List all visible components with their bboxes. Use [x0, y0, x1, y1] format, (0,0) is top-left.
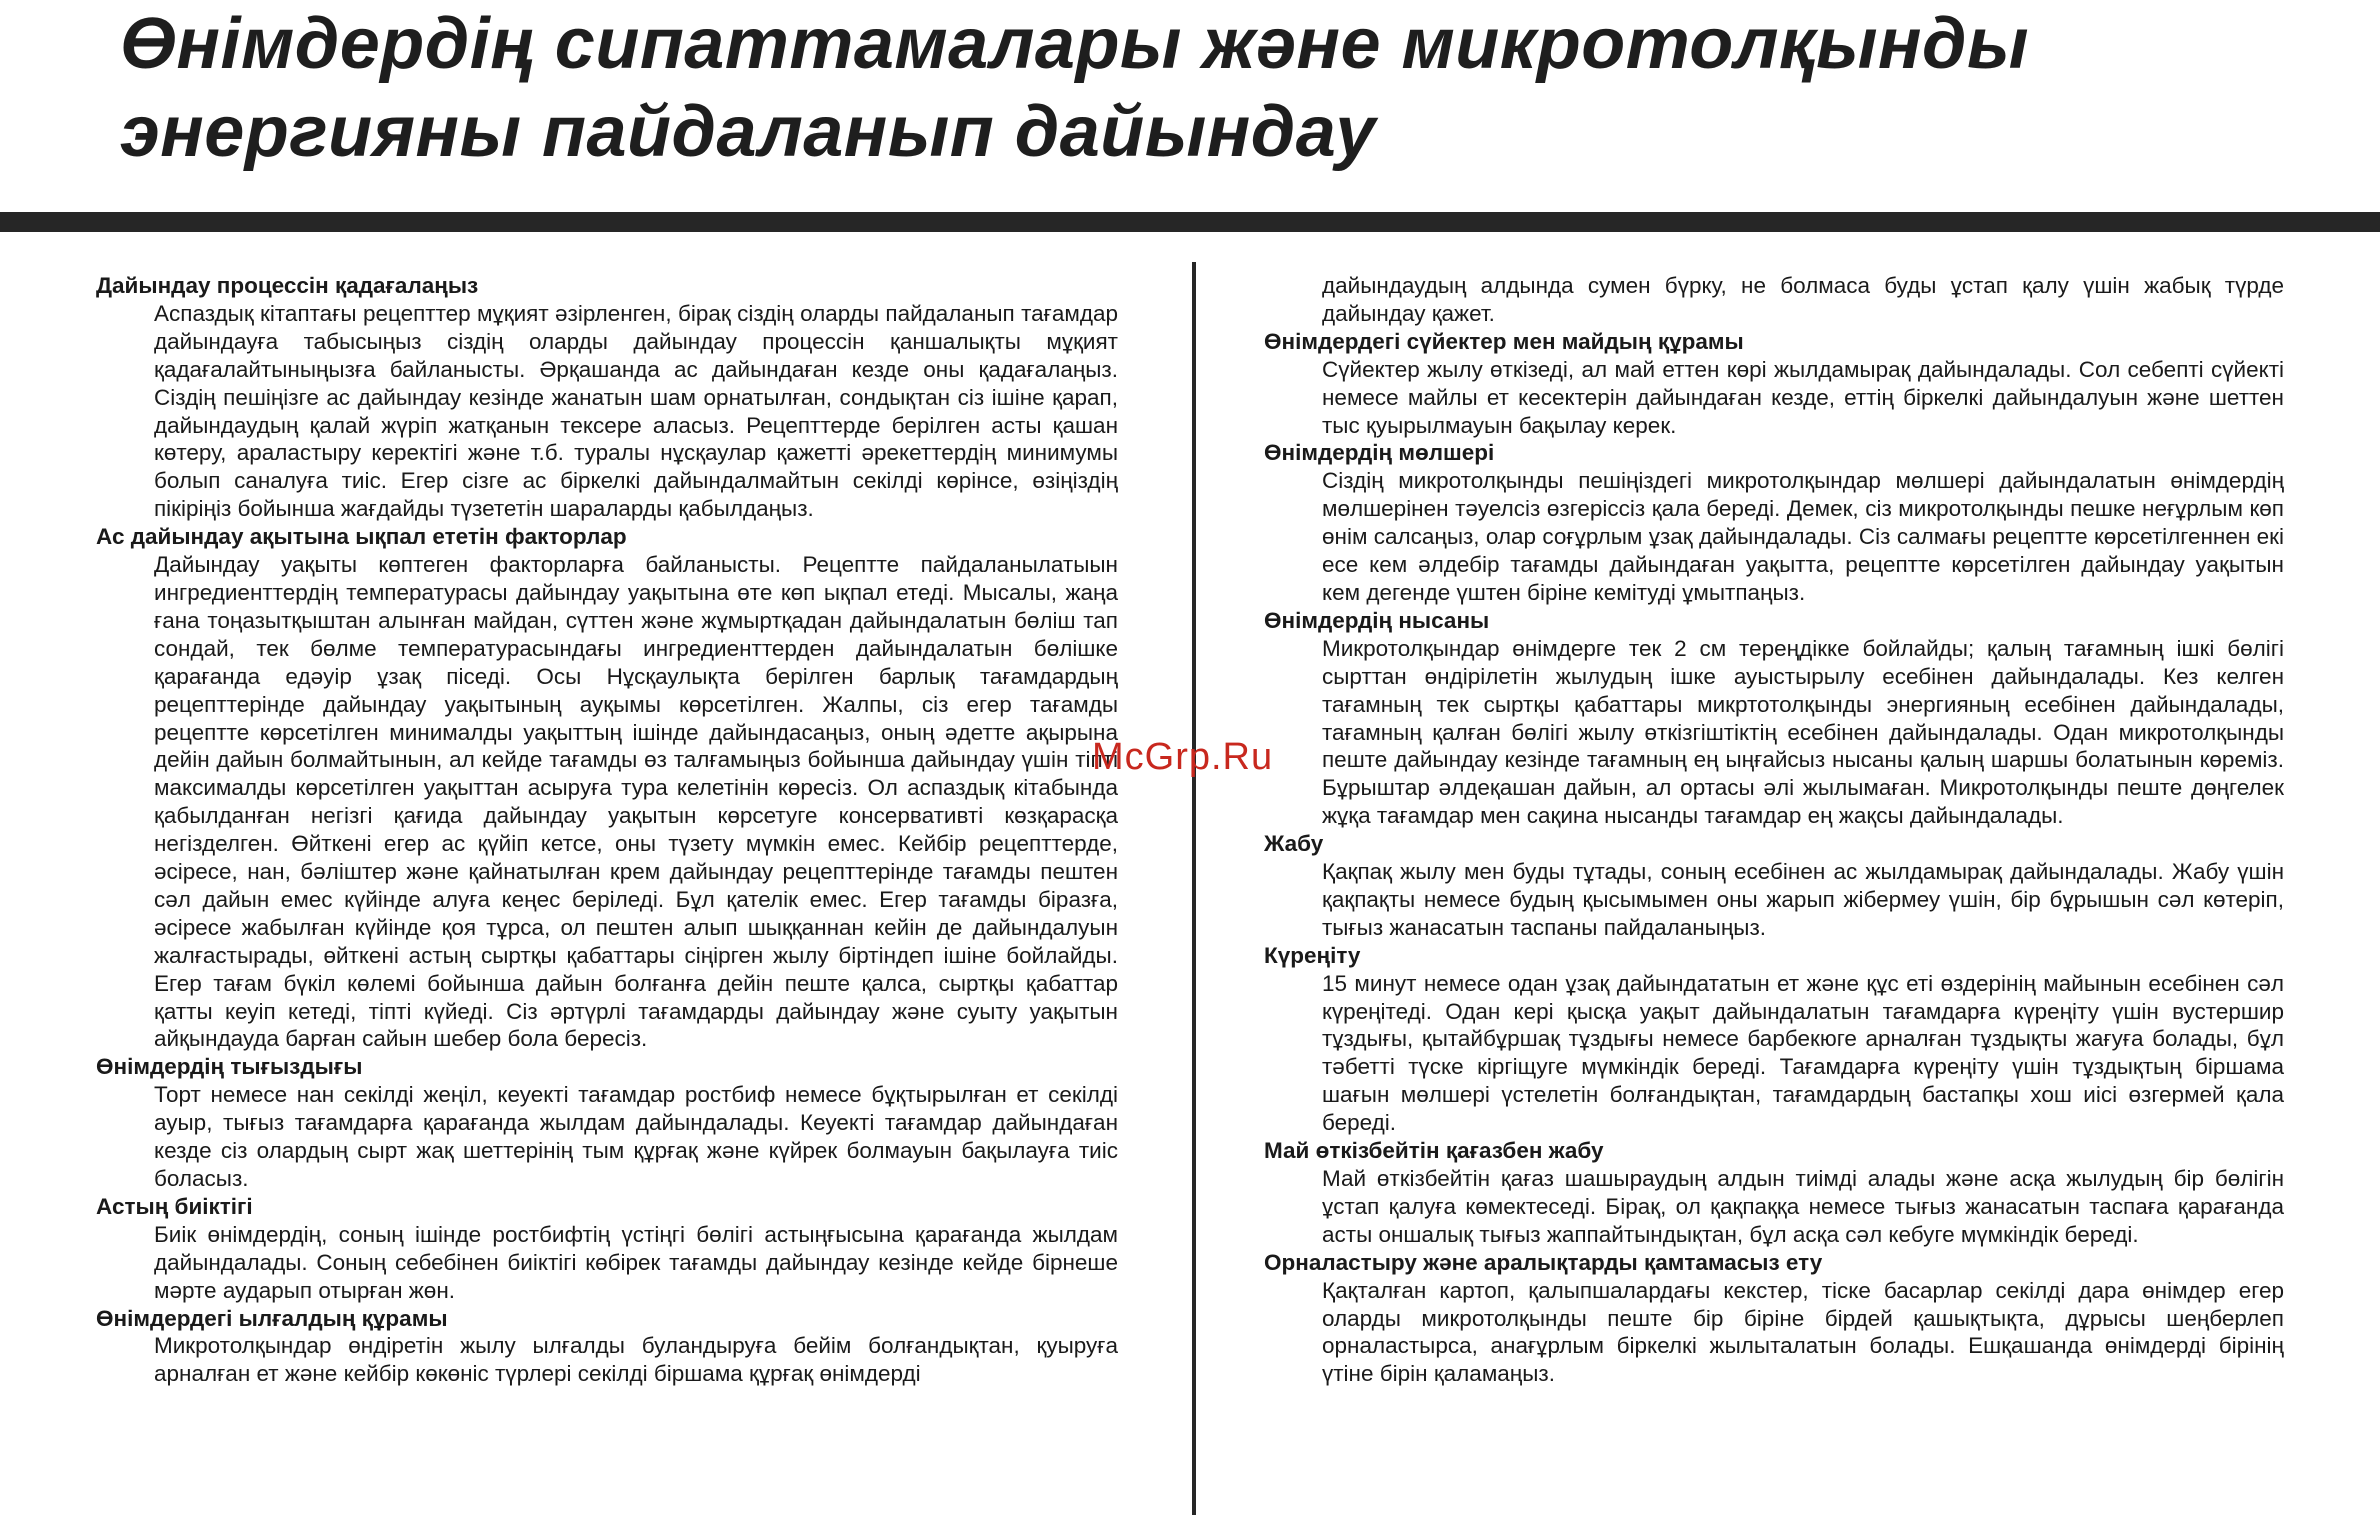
section-heading-covering: Жабу [1264, 831, 1324, 857]
section-text-quantity: Сіздің микротолқынды пешіңіздегі микротолқындар мөлшері дайындалатын өнімдердің мөлшерінен тәуелсіз өзгерiссіз қала береді. Демек, сіз микротолқынды пешке неғұрлым көп өнім салсаңыз, олар соғұрлым ұзақ дайындалады. Сіз салмағы рецептте көрсетілгеннен екі есе кем әлдебір тағамды дайындаған уақытта, рецептте көрсетілген дайындау уақытын кем дегенде үштен біріне кемітуді ұмытпаңыз. [1322, 468, 2284, 605]
section-heading-density: Өнімдердің тығыздығы [96, 1054, 363, 1080]
column-divider [1192, 262, 1196, 1515]
section-heading-shape: Өнімдердің нысаны [1264, 607, 1490, 633]
section-text-process-monitoring: Аспаздық кітаптағы рецепттер мұқият әзірленген, бірақ сіздің оларды пайдаланып тағамдар дайындауға табысыңыз сіздің оларды дайындау процессін қаншалықты мұқият қадағалайтыныңызға байланысты. Әрқашанда ас дайындаған кезде оны қадағалаңыз. Сіздің пешіңізге ас дайындау кезінде жанатын шам орнатылған, сондықтан сіз ішіне қарап, дайындаудың қалай жүріп жатқанын тексере аласыз. Рецепттерде берілген асты қашан көтеру, араластыру керектігі және т.б. туралы нұсқаулар қажетті әрекеттердің минимумы болып саналуға тиіс. Егер сізге ас біркелкі дайындалмайтын секілді көрінсе, өзіңіздің пікіріңіз бойынша жағдайды түзететін шараларды қабылдаңыз. [154, 300, 1118, 522]
left-column [96, 272, 1118, 1388]
section-text-covering: Қақпақ жылу мен буды тұтады, соның есебінен ас жылдамырақ дайындалады. Жабу үшін қақпақты немесе будың қысымымен оны жарып жібермеу үшін, бір бұрышын сәл көтеріп, тығыз жанасатын таспаны пайдаланыңыз. [1322, 859, 2284, 940]
section-text-arrangement: Қақталған картоп, қалыпшалардағы кекстер, тіске басарлар секілді дара өнімдер егер оларды микротолқынды пеште бір біріне бірдей қашықтықта, дұрысы шеңберлеп орналастырса, анағұрлым біркелкі жылыталатын болады. Ешқашанда өнімдерді бірінің үтіне бірін қаламаңыз. [1322, 1277, 2284, 1387]
section-heading-wax-paper: Май өткізбейтін қағазбен жабу [1264, 1138, 1604, 1164]
title-line-1: Өнімдердің сипаттамалары және микротолқынды [120, 4, 2030, 84]
section-heading-height: Астың биіктігі [96, 1193, 253, 1219]
section-heading-cooking-time-factors: Ас дайындау ақытына ықпал ететін факторлар [96, 524, 627, 550]
section-text-bones-fat: Сүйектер жылу өткізеді, ал май еттен көрі жылдамырақ дайындалады. Сол себепті сүйекті немесе майлы ет кесектерін дайындаған кезде, еттің біркелкі дайындалуын және шеттен тыс қуырылмауын бақылау керек. [1322, 356, 2284, 438]
section-heading-process-monitoring: Дайындау процессін қадағалаңыз [96, 273, 479, 298]
section-heading-browning: Күреңіту [1264, 942, 1361, 968]
section-text-density: Торт немесе нан секілді жеңіл, кеуекті тағамдар ростбиф немесе бұқтырылған ет секілді ауыр, тығыз тағамдарға қарағанда жылдам дайындалады. Кеуекті тағамдар дайындаған кезде сіз олардың сырт жақ шеттерінің тым құрғақ және күйрек болмауын бақылауға тиіс боласыз. [154, 1082, 1118, 1191]
page-title [120, 0, 2320, 176]
header-rule [0, 212, 2380, 232]
right-column [1264, 272, 2284, 1388]
watermark: McGrp.Ru [1092, 736, 1274, 778]
section-text-browning: 15 минут немесе одан ұзақ дайындататын ет және құс еті өздерінің майынын есебінен сәл күреңітеді. Одан кері қысқа уақыт дайындалатын тағамдарға күреңіту үшін вустершир тұздығы, қытайбұршақ тұздығы немесе барбекюге арналған тұздықты жағуға болады, бұл тәбетті түске кіргіщуге мүмкіндік береді. Тағамдарға күреңіту үшін тұздықтың біршама шағын мөлшері үстелетін болғандықтан, тағамдардың бастапқы хош иісі өзгермей қала береді. [1322, 970, 2284, 1136]
section-heading-bones-fat: Өнімдердегі сүйектер мен майдың құрамы [1264, 328, 1744, 354]
title-line-2: энергияны пайдаланып дайындау [120, 92, 1376, 172]
section-text-shape: Микротолқындар өнімдерге тек 2 см тереңдікке бойлайды; қалың тағамның ішкі бөлігі сырттан өндірілетін жылудың ішке ауыстырылу есебінен дайындалады. Кез келген тағамның тек сыртқы қабаттары микртотолқынды энергияның есебінен дайындалады, тағамның қалған бөлігі жылу өткізгіштіктің есебінен дайындалады. Одан микротолқынды пеште дайындау кезінде тағамның ең ыңғайсыз нысаны қалың шаршы болатынын көреміз. Бұрыштар әлдеқашан дайын, ал ортасы әлі жылымаған. Микротолқынды пеште дөңгелек жұқа тағамдар мен сақина нысанды тағамдар ең жақсы дайындалады. [1322, 635, 2284, 829]
section-heading-arrangement: Орналастыру және аралықтарды қамтамасыз ету [1264, 1249, 1823, 1275]
section-heading-moisture: Өнімдердегі ылғалдың құрамы [96, 1305, 448, 1331]
section-text-wax-paper: Май өткізбейтін қағаз шашыраудың алдын тиімді алады және асқа жылудың бір бөлігін ұстап қалуға көмектеседі. Бірақ, ол қақпаққа немесе тығыз жанасатын таспаға қарағанда асты оншалық тығыз жаппайтындықтан, бұл асқа сәл кебуге мүмкіндік береді. [1322, 1166, 2284, 1247]
section-text-moisture: Микротолқындар өндіретін жылу ылғалды буландыруға бейім болғандықтан, қуыруға арналған ет және кейбір көкөніс түрлері секілді біршама құрғақ өнімдерді [154, 1333, 1118, 1387]
section-text-cooking-time-factors: Дайындау уақыты көптеген факторларға байланысты. Рецептте пайдаланылатыын ингредиенттердің температурасы дайындау уақытына өте көп ықпал етеді. Мысалы, жаңа ғана тоңазытқыштан алынған майдан, сүттен және жұмыртқадан дайындалатын бөліш тап сондай, тек бөлме температурасындағы ингредиенттерден дайындалатын бөлішке қарағанда едәуір ұзақ піседі. Осы Нұсқаулықта берілген барлық тағамдардың рецепттерінде дайындау уақытының ауқымы көрсетілген. Жалпы, сіз егер тағамды рецептте көрсетілген минималды уақыттың ішінде дайындасаңыз, оның әдетте ақырына дейін дайын болмайтынын, ал кейде тағамды өз талғамыңыз бойынша дайындау үшін тіпті максималды көрсетілген уақыттан асыруға тура келетінін көресіз. Ол аспаздық кітабында қабылданған негізгі қағида дайындау уақытын көрсетуге консервативті көзқарасқа негізделген. Өйткені егер ас қүйіп кетсе, оны түзету мүмкін емес. Кейбір рецепттерде, әсіресе, нан, бәліштер және қайнатылған крем дайындау рецепттерінде тағамды пештен сәл дайын емес күйінде алуға кеңес беріледі. Бұл қателік емес. Егер тағамды біразға, әсіресе жабылған күйінде қоя тұрса, ол пештен алып шыққаннан кейін де дайындалуын жалғастырады, өйткені астың сыртқы қабаттары сіңірген жылу біртіндеп ішіне бойлайды. Егер тағам бүкіл көлемі бойынша дайын болғанға дейін пеште қалса, сыртқы қабаттар қатты кеуіп кетеді, тіпті күйеді. Сіз әртүрлі тағамдарды дайындау және суыту уақытын айқындауда барған сайын шебер бола бересіз. [154, 552, 1118, 1052]
section-heading-quantity: Өнімдердің мөлшері [1264, 440, 1495, 466]
section-text-height: Биік өнімдердің, соның ішінде ростбифтің үстіңгі бөлігі астыңғысына қарағанда жылдам дайындалады. Соның себебінен биіктігі көбірек тағамды дайындау кезінде кейде бірнеше мәрте аударып отырған жөн. [154, 1221, 1118, 1303]
continued-text: дайындаудың алдында сумен бүрку, не болмаса буды ұстап қалу үшін жабық түрде дайындау қажет. [1322, 273, 2284, 326]
